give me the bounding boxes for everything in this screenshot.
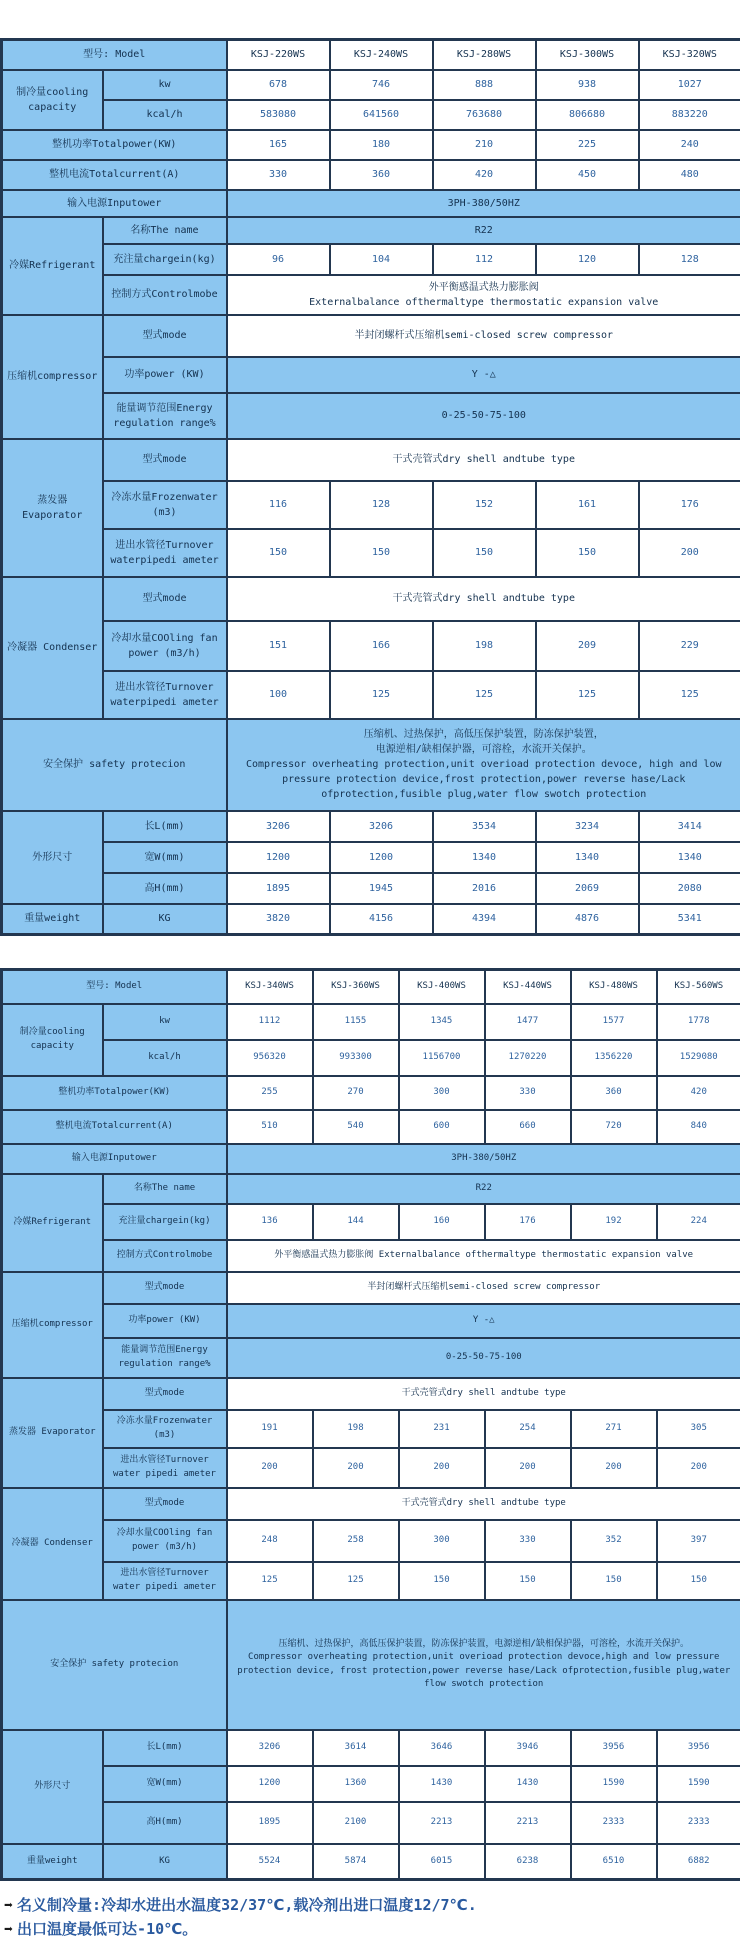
- value-cell: 5874: [313, 1844, 399, 1880]
- value-cell: 176: [485, 1204, 571, 1240]
- model-row-label: 型号: Model: [2, 40, 227, 70]
- value-cell: 255: [227, 1076, 313, 1110]
- row-label-compressor-power: 功率power (KW): [103, 1304, 227, 1338]
- value-cell: 1155: [313, 1004, 399, 1040]
- value-cell: 200: [571, 1448, 657, 1488]
- value-cell: 480: [639, 160, 740, 190]
- value-cell: 200: [399, 1448, 485, 1488]
- value-cell: 150: [399, 1562, 485, 1600]
- value-cell: 6510: [571, 1844, 657, 1880]
- value-cell: 1200: [227, 1766, 313, 1802]
- value-cell: 583080: [227, 100, 330, 130]
- value-cell: 1345: [399, 1004, 485, 1040]
- value-cell: 231: [399, 1410, 485, 1448]
- value-cell: 209: [536, 621, 639, 671]
- safety-text-cn: 压缩机、过热保护，高低压保护装置，防冻保护装置，电源逆相/缺相保护器，可溶栓，水流开关保护。: [278, 1639, 689, 1650]
- group-label-weight: 重量weight: [2, 904, 103, 935]
- value-cell: 3646: [399, 1730, 485, 1766]
- value-cell: 1590: [657, 1766, 740, 1802]
- footnote-line: [4, 1893, 740, 1917]
- value-cell: 720: [571, 1110, 657, 1144]
- group-label-refrigerant: 冷媒Refrigerant: [2, 217, 103, 315]
- value-cell: 330: [485, 1520, 571, 1562]
- row-label-length: 长L(mm): [103, 1730, 227, 1766]
- value-cell: 120: [536, 244, 639, 275]
- safety-text-cn1: 压缩机、过热保护，高低压保护装置，防冻保护装置，: [363, 729, 604, 740]
- value-cell: 420: [657, 1076, 740, 1110]
- model-name-cell: KSJ-320WS: [639, 40, 740, 70]
- model-name-cell: KSJ-340WS: [227, 970, 313, 1004]
- value-cell: 888: [433, 70, 536, 100]
- value-cell: 510: [227, 1110, 313, 1144]
- value-cell: 450: [536, 160, 639, 190]
- value-cell: 806680: [536, 100, 639, 130]
- row-label-weight-unit: KG: [103, 904, 227, 935]
- row-label-condenser-mode: 型式mode: [103, 577, 227, 621]
- value-cell: 150: [485, 1562, 571, 1600]
- value-cell-energy-regulation: 0-25-50-75-100: [227, 393, 740, 439]
- value-cell: 125: [639, 671, 740, 719]
- value-cell: 150: [536, 529, 639, 577]
- row-label-refrigerant-name: 名称The name: [103, 1174, 227, 1204]
- safety-text-en: Compressor overheating protection,unit overioad protection devoce,high and low pressure protection device, frost protection,power reverse hase/Lack ofprotection,fusible plug,water flow swotch protection: [237, 1652, 731, 1689]
- value-cell: 330: [227, 160, 330, 190]
- value-cell: 2080: [639, 873, 740, 904]
- row-label-input-power: 输入电源Inputower: [2, 190, 227, 217]
- row-label-condenser-pipe: 进出水管径Turnover water pipedi ameter: [103, 1562, 227, 1600]
- row-label-kcal: kcal/h: [103, 100, 227, 130]
- row-label-charge: 充注量chargein(kg): [103, 244, 227, 275]
- value-cell: 258: [313, 1520, 399, 1562]
- row-label-frozen-water: 冷冻水量Frozenwater (m3): [103, 481, 227, 529]
- model-name-cell: KSJ-560WS: [657, 970, 740, 1004]
- value-cell: 6238: [485, 1844, 571, 1880]
- value-cell: 240: [639, 130, 740, 160]
- value-cell: 1895: [227, 1802, 313, 1844]
- group-label-dimensions: 外形尺寸: [2, 811, 103, 904]
- group-label-condenser: 冷凝器 Condenser: [2, 577, 103, 719]
- value-cell: 3234: [536, 811, 639, 842]
- value-cell-energy-regulation: 0-25-50-75-100: [227, 1338, 740, 1378]
- value-cell: 3820: [227, 904, 330, 935]
- value-cell: 600: [399, 1110, 485, 1144]
- value-cell: 150: [571, 1562, 657, 1600]
- row-label-height: 高H(mm): [103, 1802, 227, 1844]
- value-cell: 1430: [399, 1766, 485, 1802]
- value-cell: 254: [485, 1410, 571, 1448]
- value-cell: 3206: [227, 1730, 313, 1766]
- value-cell-refrigerant-name: R22: [227, 1174, 740, 1204]
- value-cell: 2213: [399, 1802, 485, 1844]
- value-cell: 360: [571, 1076, 657, 1110]
- value-cell: 5341: [639, 904, 740, 935]
- value-cell: 161: [536, 481, 639, 529]
- value-cell: 300: [399, 1520, 485, 1562]
- value-cell: 3534: [433, 811, 536, 842]
- value-cell: 956320: [227, 1040, 313, 1076]
- value-cell: 248: [227, 1520, 313, 1562]
- group-label-refrigerant: 冷媒Refrigerant: [2, 1174, 103, 1272]
- row-label-charge: 充注量chargein(kg): [103, 1204, 227, 1240]
- row-label-cooling-water: 冷却水量COOling fan power (m3/h): [103, 621, 227, 671]
- value-cell: 2100: [313, 1802, 399, 1844]
- value-cell: 112: [433, 244, 536, 275]
- group-label-dimensions: 外形尺寸: [2, 1730, 103, 1844]
- row-label-kcal: kcal/h: [103, 1040, 227, 1076]
- model-name-cell: KSJ-440WS: [485, 970, 571, 1004]
- row-label-total-current: 整机电流Totalcurrent(A): [2, 160, 227, 190]
- value-cell: 1430: [485, 1766, 571, 1802]
- value-cell-input-power: 3PH-380/50HZ: [227, 1144, 740, 1174]
- row-label-length: 长L(mm): [103, 811, 227, 842]
- value-cell: 2333: [571, 1802, 657, 1844]
- value-cell: 540: [313, 1110, 399, 1144]
- value-cell: 4394: [433, 904, 536, 935]
- value-cell-control-mode: 外平衡感温式热力膨胀阀 Externalbalance ofthermaltype thermostatic expansion valve: [227, 1240, 740, 1272]
- value-cell-safety: [227, 1600, 740, 1730]
- value-cell: 128: [639, 244, 740, 275]
- value-cell: 125: [433, 671, 536, 719]
- footnotes: [4, 1893, 740, 1941]
- group-label-condenser: 冷凝器 Condenser: [2, 1488, 103, 1600]
- safety-text-cn2: 电源逆相/缺相保护器，可溶栓，水流开关保护。: [375, 744, 592, 755]
- value-cell: 1577: [571, 1004, 657, 1040]
- value-cell: 100: [227, 671, 330, 719]
- value-cell: 883220: [639, 100, 740, 130]
- model-name-cell: KSJ-400WS: [399, 970, 485, 1004]
- value-cell: 1360: [313, 1766, 399, 1802]
- row-label-width: 宽W(mm): [103, 1766, 227, 1802]
- value-cell: 152: [433, 481, 536, 529]
- value-cell: 200: [313, 1448, 399, 1488]
- row-label-condenser-pipe: 进出水管径Turnover waterpipedi ameter: [103, 671, 227, 719]
- value-cell: 210: [433, 130, 536, 160]
- value-cell: 3206: [227, 811, 330, 842]
- value-cell: 225: [536, 130, 639, 160]
- value-cell: 3614: [313, 1730, 399, 1766]
- value-cell: 125: [536, 671, 639, 719]
- value-cell-input-power: 3PH-380/50HZ: [227, 190, 740, 217]
- value-cell: 271: [571, 1410, 657, 1448]
- value-cell: 1778: [657, 1004, 740, 1040]
- value-cell: 151: [227, 621, 330, 671]
- value-cell: 993300: [313, 1040, 399, 1076]
- row-label-control-mode: 控制方式Controlmobe: [103, 275, 227, 315]
- value-cell: 191: [227, 1410, 313, 1448]
- value-cell: 1200: [227, 842, 330, 873]
- value-cell: 1590: [571, 1766, 657, 1802]
- row-label-total-power: 整机功率Totalpower(KW): [2, 130, 227, 160]
- value-cell: 200: [657, 1448, 740, 1488]
- model-name-cell: KSJ-240WS: [330, 40, 433, 70]
- row-label-energy-regulation: 能量调节范围Energy regulation range%: [103, 1338, 227, 1378]
- value-cell: 144: [313, 1204, 399, 1240]
- value-cell: 300: [399, 1076, 485, 1110]
- control-mode-cn: 外平衡感温式热力膨胀阀: [428, 281, 539, 293]
- spec-table-ksj-340-560: [0, 968, 740, 1881]
- row-label-evaporator-pipe: 进出水管径Turnover waterpipedi ameter: [103, 529, 227, 577]
- value-cell: 1945: [330, 873, 433, 904]
- footnote-text: 名义制冷量:冷却水进出水温度32/37℃,载冷剂出进口温度12/7℃.: [17, 1896, 477, 1914]
- value-cell: 660: [485, 1110, 571, 1144]
- value-cell-compressor-power: Y -△: [227, 1304, 740, 1338]
- row-label-refrigerant-name: 名称The name: [103, 217, 227, 244]
- row-label-condenser-mode: 型式mode: [103, 1488, 227, 1520]
- model-name-cell: KSJ-480WS: [571, 970, 657, 1004]
- value-cell: 1529080: [657, 1040, 740, 1076]
- model-row-label: 型号: Model: [2, 970, 227, 1004]
- row-label-compressor-power: 功率power (KW): [103, 357, 227, 393]
- right-arrow-icon: ➡: [4, 1920, 14, 1938]
- value-cell: 198: [433, 621, 536, 671]
- row-label-input-power: 输入电源Inputower: [2, 1144, 227, 1174]
- value-cell: 198: [313, 1410, 399, 1448]
- value-cell: 6015: [399, 1844, 485, 1880]
- row-label-cooling-water: 冷却水量COOling fan power (m3/h): [103, 1520, 227, 1562]
- value-cell-control-mode: [227, 275, 740, 315]
- model-name-cell: KSJ-300WS: [536, 40, 639, 70]
- value-cell: 1340: [433, 842, 536, 873]
- value-cell: 2069: [536, 873, 639, 904]
- value-cell: 678: [227, 70, 330, 100]
- value-cell: 746: [330, 70, 433, 100]
- value-cell: 352: [571, 1520, 657, 1562]
- row-label-total-current: 整机电流Totalcurrent(A): [2, 1110, 227, 1144]
- value-cell: 200: [227, 1448, 313, 1488]
- row-label-compressor-mode: 型式mode: [103, 315, 227, 357]
- value-cell: 420: [433, 160, 536, 190]
- value-cell-compressor-power: Y -△: [227, 357, 740, 393]
- value-cell: 104: [330, 244, 433, 275]
- row-label-frozen-water: 冷冻水量Frozenwater (m3): [103, 1410, 227, 1448]
- control-mode-en: Externalbalance ofthermaltype thermostatic expansion valve: [309, 296, 659, 308]
- value-cell: 125: [330, 671, 433, 719]
- value-cell: 229: [639, 621, 740, 671]
- value-cell: 200: [485, 1448, 571, 1488]
- value-cell: 1477: [485, 1004, 571, 1040]
- value-cell: 150: [330, 529, 433, 577]
- value-cell: 1027: [639, 70, 740, 100]
- model-name-cell: KSJ-360WS: [313, 970, 399, 1004]
- value-cell-compressor-mode: 半封闭螺杆式压缩机semi-closed screw compressor: [227, 1272, 740, 1304]
- row-label-evaporator-pipe: 进出水管径Turnover water pipedi ameter: [103, 1448, 227, 1488]
- value-cell: 1895: [227, 873, 330, 904]
- value-cell: 330: [485, 1076, 571, 1110]
- row-label-safety: 安全保护 safety protecion: [2, 719, 227, 811]
- group-label-evaporator: 蒸发器 Evaporator: [2, 439, 103, 577]
- value-cell: 3206: [330, 811, 433, 842]
- value-cell-evaporator-mode: 干式壳管式dry shell andtube type: [227, 439, 740, 481]
- value-cell: 641560: [330, 100, 433, 130]
- value-cell: 160: [399, 1204, 485, 1240]
- right-arrow-icon: ➡: [4, 1896, 14, 1914]
- footnote-text: 出口温度最低可达-10℃。: [17, 1920, 198, 1938]
- value-cell: 5524: [227, 1844, 313, 1880]
- value-cell: 3414: [639, 811, 740, 842]
- value-cell: 4876: [536, 904, 639, 935]
- value-cell: 136: [227, 1204, 313, 1240]
- row-label-height: 高H(mm): [103, 873, 227, 904]
- value-cell: 150: [433, 529, 536, 577]
- value-cell: 128: [330, 481, 433, 529]
- row-label-safety: 安全保护 safety protecion: [2, 1600, 227, 1730]
- value-cell: 125: [227, 1562, 313, 1600]
- row-label-evaporator-mode: 型式mode: [103, 1378, 227, 1410]
- value-cell: 2016: [433, 873, 536, 904]
- value-cell: 96: [227, 244, 330, 275]
- row-label-kw: kw: [103, 70, 227, 100]
- value-cell: 360: [330, 160, 433, 190]
- row-label-weight-unit: KG: [103, 1844, 227, 1880]
- value-cell: 6882: [657, 1844, 740, 1880]
- value-cell: 1112: [227, 1004, 313, 1040]
- group-label-cooling: 制冷量cooling capacity: [2, 1004, 103, 1076]
- row-label-total-power: 整机功率Totalpower(KW): [2, 1076, 227, 1110]
- spec-table-ksj-220-320: [0, 38, 740, 936]
- value-cell: 3946: [485, 1730, 571, 1766]
- value-cell: 224: [657, 1204, 740, 1240]
- group-label-cooling: 制冷量cooling capacity: [2, 70, 103, 130]
- value-cell: 4156: [330, 904, 433, 935]
- value-cell: 763680: [433, 100, 536, 130]
- value-cell: 166: [330, 621, 433, 671]
- model-name-cell: KSJ-280WS: [433, 40, 536, 70]
- row-label-compressor-mode: 型式mode: [103, 1272, 227, 1304]
- footnote-line: [4, 1917, 740, 1941]
- value-cell: 180: [330, 130, 433, 160]
- value-cell: 1270220: [485, 1040, 571, 1076]
- safety-text-en: Compressor overheating protection,unit overioad protection devoce, high and low pressure protection device,frost protection,power reverse hase/Lack ofprotection,fusible plug,water flow swotch protection: [245, 759, 722, 800]
- value-cell: 3956: [657, 1730, 740, 1766]
- value-cell: 1340: [639, 842, 740, 873]
- value-cell: 938: [536, 70, 639, 100]
- value-cell-compressor-mode: 半封闭螺杆式压缩机semi-closed screw compressor: [227, 315, 740, 357]
- value-cell: 2213: [485, 1802, 571, 1844]
- value-cell: 1156700: [399, 1040, 485, 1076]
- value-cell: 2333: [657, 1802, 740, 1844]
- value-cell-evaporator-mode: 干式壳管式dry shell andtube type: [227, 1378, 740, 1410]
- value-cell: 150: [227, 529, 330, 577]
- value-cell: 165: [227, 130, 330, 160]
- group-label-compressor: 压缩机compressor: [2, 1272, 103, 1378]
- value-cell-condenser-mode: 干式壳管式dry shell andtube type: [227, 577, 740, 621]
- value-cell: 1356220: [571, 1040, 657, 1076]
- row-label-energy-regulation: 能量调节范围Energy regulation range%: [103, 393, 227, 439]
- value-cell: 176: [639, 481, 740, 529]
- row-label-evaporator-mode: 型式mode: [103, 439, 227, 481]
- value-cell: 200: [639, 529, 740, 577]
- value-cell: 1200: [330, 842, 433, 873]
- model-name-cell: KSJ-220WS: [227, 40, 330, 70]
- value-cell: 305: [657, 1410, 740, 1448]
- value-cell: 1340: [536, 842, 639, 873]
- value-cell: 125: [313, 1562, 399, 1600]
- value-cell: 192: [571, 1204, 657, 1240]
- value-cell-safety: [227, 719, 740, 811]
- value-cell: 397: [657, 1520, 740, 1562]
- value-cell: 116: [227, 481, 330, 529]
- group-label-compressor: 压缩机compressor: [2, 315, 103, 439]
- value-cell: 150: [657, 1562, 740, 1600]
- value-cell-condenser-mode: 干式壳管式dry shell andtube type: [227, 1488, 740, 1520]
- value-cell: 270: [313, 1076, 399, 1110]
- row-label-kw: kw: [103, 1004, 227, 1040]
- group-label-weight: 重量weight: [2, 1844, 103, 1880]
- row-label-control-mode: 控制方式Controlmobe: [103, 1240, 227, 1272]
- row-label-width: 宽W(mm): [103, 842, 227, 873]
- value-cell: 3956: [571, 1730, 657, 1766]
- value-cell: 840: [657, 1110, 740, 1144]
- value-cell-refrigerant-name: R22: [227, 217, 740, 244]
- group-label-evaporator: 蒸发器 Evaporator: [2, 1378, 103, 1488]
